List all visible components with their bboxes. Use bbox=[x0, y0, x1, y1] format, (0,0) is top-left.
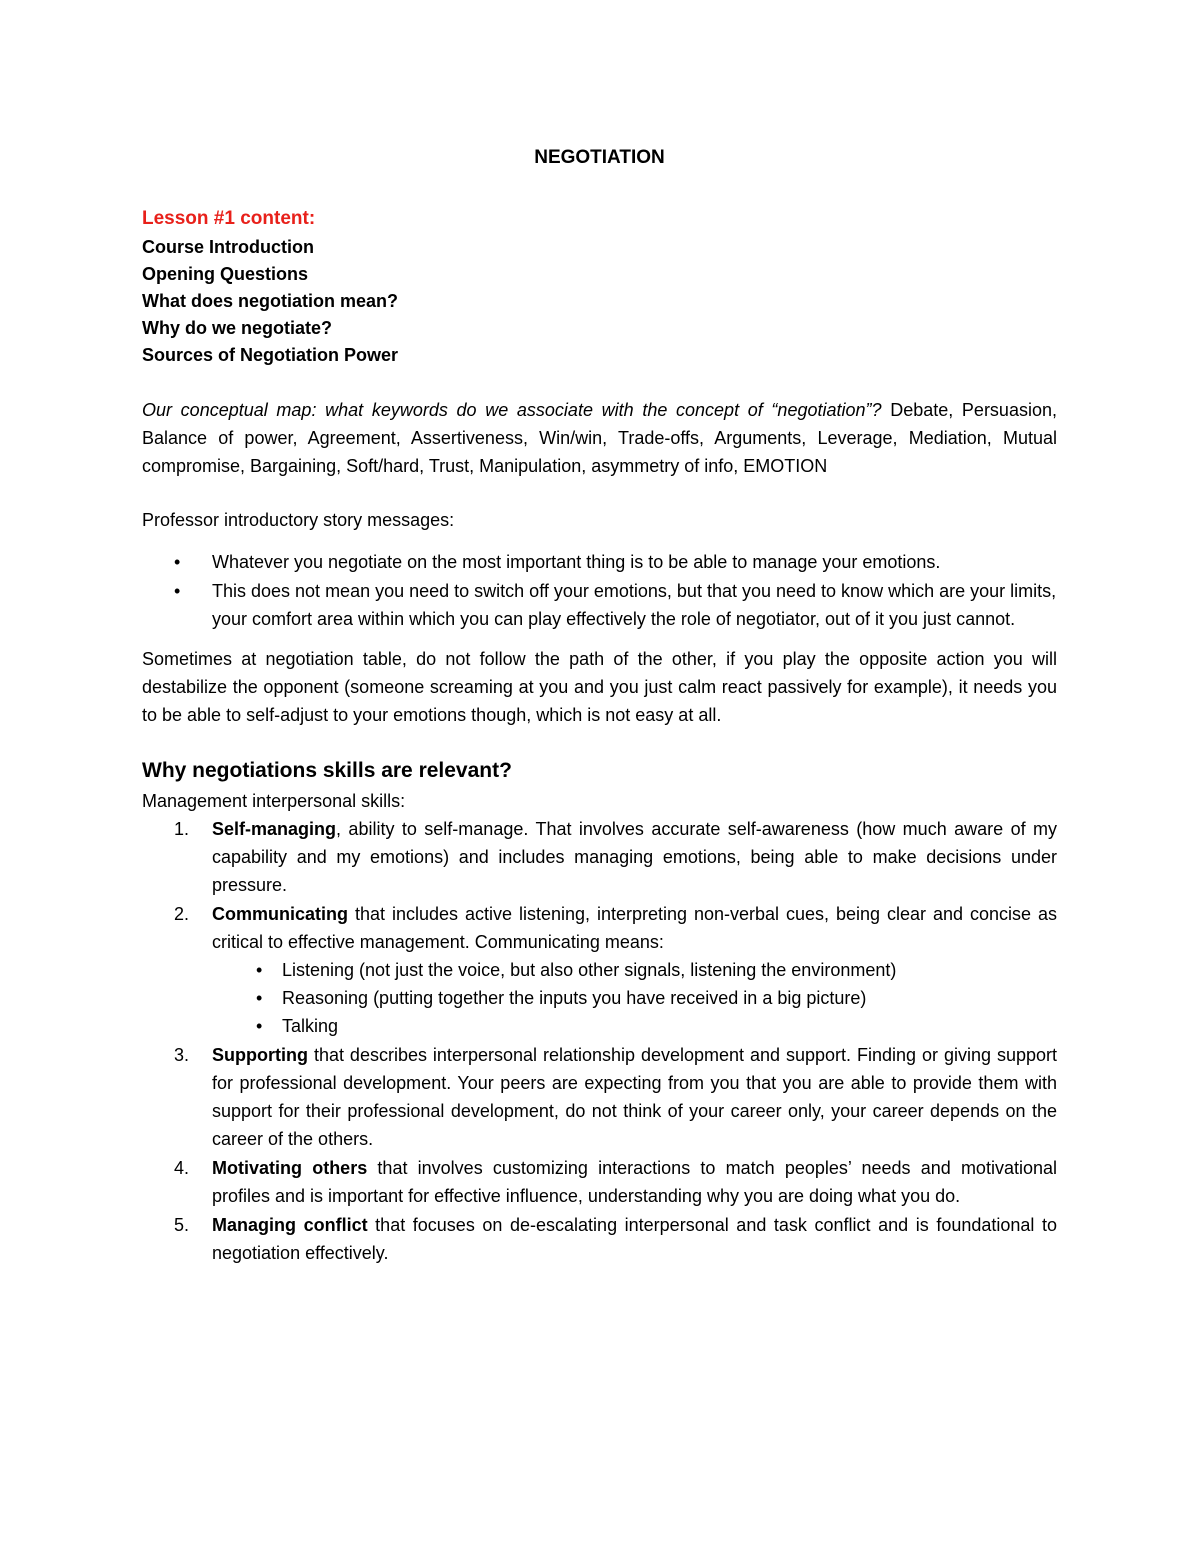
lesson-item: Course Introduction bbox=[142, 237, 314, 257]
skill-number: 4. bbox=[174, 1158, 190, 1178]
skill-term: Communicating bbox=[212, 904, 349, 924]
skill-number: 3. bbox=[174, 1045, 190, 1065]
lesson-item: Sources of Negotiation Power bbox=[142, 345, 399, 365]
skill-text: that includes active listening, interpreting non-verbal cues, being clear and concise as critical to effective management. Communicating means: bbox=[212, 904, 1057, 952]
story-bullet-list bbox=[142, 548, 1057, 633]
skill-term: Self-managing bbox=[212, 819, 337, 839]
skill-text: , ability to self-manage. That involves accurate self-awareness (how much aware of my capability and my emotions) and includes managing emotions, being able to make decisions under pressure. bbox=[212, 819, 1057, 895]
skill-item bbox=[142, 1154, 1057, 1210]
lesson-item: Opening Questions bbox=[142, 264, 309, 284]
skill-text: that involves customizing interactions to match peoples’ needs and motivational profiles and is important for effective influence, understanding why you are doing what you do. bbox=[212, 1158, 1057, 1206]
skill-term: Motivating others bbox=[212, 1158, 368, 1178]
story-label: Professor introductory story messages: bbox=[142, 510, 455, 530]
lesson-heading: Lesson #1 content: bbox=[142, 208, 316, 229]
conceptual-map-keywords: Debate, Persuasion, Balance of power, Agreement, Assertiveness, Win/win, Trade-offs, Arguments, Leverage, Mediation, Mutual compromise, Bargaining, Soft/hard, Trust, Manipulation, asymmetry of info, EMOTION bbox=[142, 400, 1057, 476]
lesson-item: Why do we negotiate? bbox=[142, 318, 333, 338]
relevance-heading: Why negotiations skills are relevant? bbox=[142, 759, 512, 782]
skill-item bbox=[142, 900, 1057, 1040]
story-bullet: • This does not mean you need to switch off your emotions, but that you need to know which are your limits, your comfort area within which you can play effectively the role of negotiator, out of it you just cannot. bbox=[142, 577, 1057, 633]
skill-text: that focuses on de-escalating interpersonal and task conflict and is foundational to negotiation effectively. bbox=[212, 1215, 1058, 1263]
skills-list bbox=[142, 815, 1057, 1267]
sometimes-paragraph: Sometimes at negotiation table, do not follow the path of the other, if you play the opposite action you will destabilize the opponent (someone screaming at you and you just calm react passively for example), it needs you to be able to self-adjust to your emotions though, which is not easy at all. bbox=[142, 649, 1057, 725]
lesson-contents bbox=[142, 204, 1057, 369]
conceptual-map-question: Our conceptual map: what keywords do we associate with the concept of “negotiation”? bbox=[142, 400, 882, 420]
skills-label: Management interpersonal skills: bbox=[142, 791, 406, 811]
skill-item bbox=[142, 1211, 1057, 1267]
document-title: NEGOTIATION bbox=[534, 147, 665, 168]
communicating-sub-list bbox=[212, 956, 1057, 1040]
skill-number: 5. bbox=[174, 1215, 190, 1235]
story-bullet: • Whatever you negotiate on the most important thing is to be able to manage your emotions. bbox=[142, 548, 1057, 576]
sub-bullet: • Talking bbox=[212, 1012, 1057, 1040]
skill-term: Managing conflict bbox=[212, 1215, 368, 1235]
skill-item bbox=[142, 815, 1057, 899]
lesson-item: What does negotiation mean? bbox=[142, 291, 399, 311]
skill-number: 1. bbox=[174, 819, 190, 839]
skill-text: that describes interpersonal relationship development and support. Finding or giving support for professional development. Your peers are expecting from you that you are able to provide them with support for their professional development, do not think of your career only, your career depends on the career of the others. bbox=[212, 1045, 1057, 1149]
skill-number: 2. bbox=[174, 904, 190, 924]
skill-item bbox=[142, 1041, 1057, 1153]
skill-term: Supporting bbox=[212, 1045, 308, 1065]
conceptual-map-paragraph bbox=[142, 396, 1057, 480]
document-page bbox=[142, 140, 1057, 1268]
sub-bullet: • Reasoning (putting together the inputs you have received in a big picture) bbox=[212, 984, 1057, 1012]
sub-bullet: • Listening (not just the voice, but also other signals, listening the environment) bbox=[212, 956, 1057, 984]
